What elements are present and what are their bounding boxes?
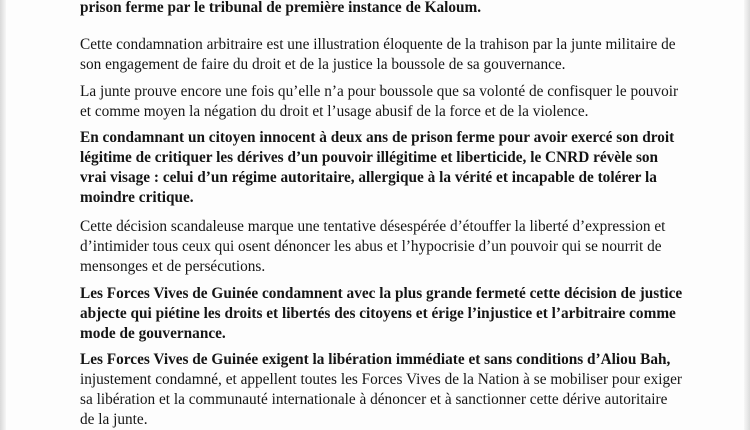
text-line: La junte prouve encore une fois qu’elle n’a pour boussole que sa volonté de confisquer le pouvoir <box>80 83 679 100</box>
text-line: sa libération et la communauté internationale à dénoncer et à sanctionner cette dérive autoritaire <box>80 391 668 408</box>
text-line: mode de gouvernance. <box>80 325 226 342</box>
text-line: moindre critique. <box>80 189 194 206</box>
page-edge-left <box>0 0 6 430</box>
text-line: Les Forces Vives de Guinée exigent la libération immédiate et sans conditions d’Aliou Bah, <box>80 351 671 368</box>
text-line: vrai visage : celui d’un régime autoritaire, allergique à la vérité et incapable de tolérer la <box>80 169 657 186</box>
paragraph-forces-demand <box>80 350 695 430</box>
text-line: prison ferme par le tribunal de première instance de Kaloum. <box>80 0 482 16</box>
text-line: mensonges et de persécutions. <box>80 258 266 275</box>
text-line: son engagement de faire du droit et de la justice la boussole de sa gouvernance. <box>80 56 566 73</box>
text-line: d’intimider tous ceux qui osent dénoncer les abus et l’hypocrisie d’un pouvoir qui se nourrit de <box>80 238 662 255</box>
text-line: injustement condamné, et appellent toutes les Forces Vives de la Nation à se mobiliser pour exiger <box>80 371 683 388</box>
text-line: abjecte qui piétine les droits et libertés des citoyens et érige l’injustice et l’arbitraire comme <box>80 305 676 322</box>
paragraph-decision <box>80 217 695 277</box>
paragraph-forces-condemn <box>80 284 695 344</box>
paragraph-condemnation <box>80 35 695 75</box>
text-line: de la junte. <box>80 411 148 428</box>
paragraph-junta <box>80 82 695 122</box>
text-line: En condamnant un citoyen innocent à deux ans de prison ferme pour avoir exercé son droit <box>80 129 675 146</box>
page-edge-right <box>744 0 750 430</box>
text-line: Les Forces Vives de Guinée condamnent avec la plus grande fermeté cette décision de justice <box>80 285 683 302</box>
paragraph-verdict <box>80 0 695 18</box>
text-line: et comme moyen la négation du droit et l’usage abusif de la force et de la violence. <box>80 103 589 120</box>
paragraph-cnrd <box>80 128 695 208</box>
text-line: Cette condamnation arbitraire est une illustration éloquente de la trahison par la junte militaire de <box>80 36 676 53</box>
text-line: légitime de critiquer les dérives d’un pouvoir illégitime et liberticide, le CNRD révèle son <box>80 149 659 166</box>
text-line: Cette décision scandaleuse marque une tentative désespérée d’étouffer la liberté d’expression et <box>80 218 666 235</box>
